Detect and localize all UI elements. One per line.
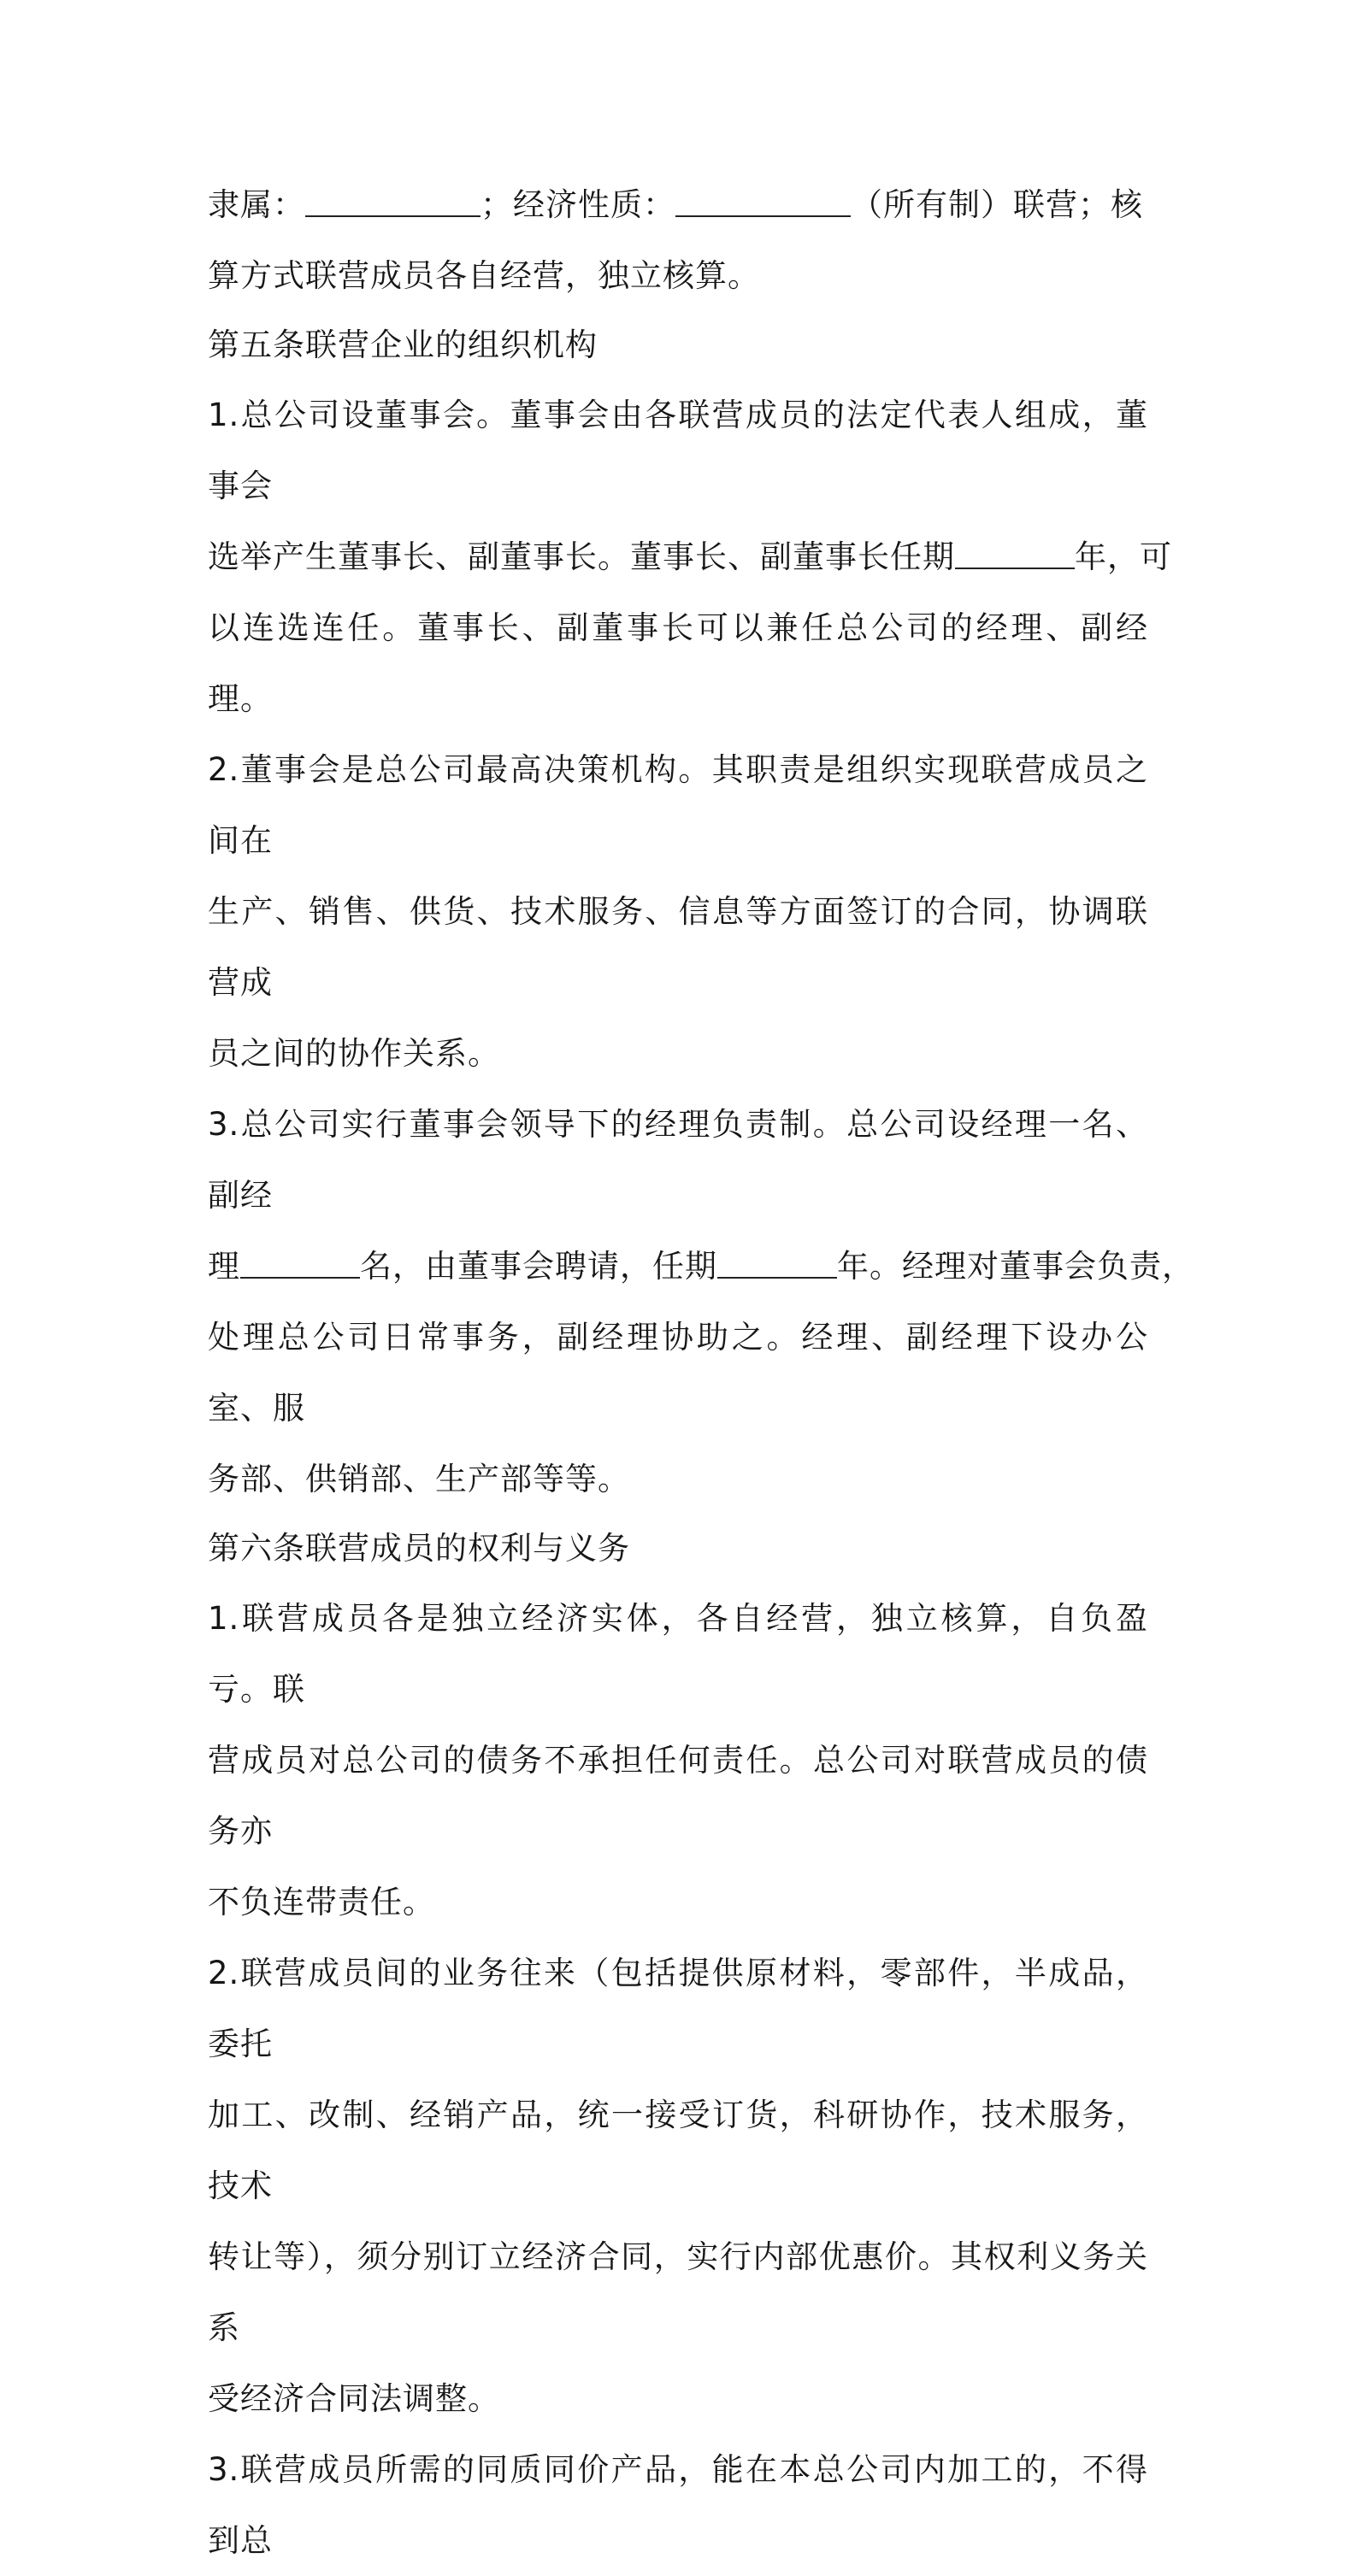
text-line: 3.联营成员所需的同质同价产品，能在本总公司内加工的，不得到总: [208, 2451, 1148, 2559]
text-line: 2.董事会是总公司最高决策机构。其职责是组织实现联营成员之间在: [208, 751, 1148, 859]
paragraph-5-3: [208, 1089, 1194, 1514]
text-line: 生产、销售、供货、技术服务、信息等方面签订的合同，协调联营成: [208, 893, 1148, 1001]
fill-in-blank: [305, 186, 480, 217]
text-line: [208, 1231, 1194, 1302]
article-5-heading: 第五条联营企业的组织机构: [208, 326, 598, 363]
text-line: 3.总公司实行董事会领导下的经理负责制。总公司设经理一名、副经: [208, 1106, 1148, 1214]
text-segment: 名，由董事会聘请，任期: [360, 1248, 717, 1285]
text-line: [208, 169, 1148, 240]
text-line: 1.总公司设董事会。董事会由各联营成员的法定代表人组成，董事会: [208, 397, 1148, 504]
text-segment: （所有制）联营；核: [851, 186, 1143, 223]
text-line: [208, 521, 1172, 592]
paragraph-6-2: [208, 1938, 1148, 2434]
text-line: 算方式联营成员各自经营，独立核算。: [208, 257, 760, 294]
fill-in-blank: [240, 1248, 360, 1279]
text-line: 员之间的协作关系。: [208, 1035, 500, 1072]
text-line: 以连选连任。董事长、副董事长可以兼任总公司的经理、副经理。: [208, 609, 1148, 717]
fill-in-blank: [955, 538, 1075, 569]
fill-in-blank: [717, 1248, 837, 1279]
text-line: 不负连带责任。: [208, 1884, 435, 1920]
fill-in-blank: [675, 186, 851, 217]
document-body: [208, 169, 1194, 2576]
paragraph-6-1: [208, 1583, 1148, 1938]
text-segment: 选举产生董事长、副董事长。董事长、副董事长任期: [208, 538, 955, 575]
text-segment: 年。经理对董事会负责，: [837, 1248, 1194, 1285]
paragraph-5-1: [208, 379, 1172, 734]
paragraph-6-3: [208, 2434, 1148, 2576]
paragraph-5-2: [208, 734, 1148, 1089]
paragraph-affiliation: [208, 169, 1148, 311]
text-line: 加工、改制、经销产品，统一接受订货，科研协作，技术服务，技术: [208, 2097, 1148, 2204]
text-segment: 隶属：: [208, 186, 305, 223]
text-line: 受经济合同法调整。: [208, 2380, 500, 2417]
text-line: 2.联营成员间的业务往来（包括提供原材料，零部件，半成品，委托: [208, 1955, 1148, 2062]
text-segment: 年，可: [1075, 538, 1172, 575]
article-6-heading: 第六条联营成员的权利与义务: [208, 1530, 630, 1567]
text-line: 处理总公司日常事务，副经理协助之。经理、副经理下设办公室、服: [208, 1319, 1148, 1426]
text-line: 务部、供销部、生产部等等。: [208, 1461, 630, 1497]
text-line: 营成员对总公司的债务不承担任何责任。总公司对联营成员的债务亦: [208, 1742, 1148, 1850]
text-line: 1.联营成员各是独立经济实体，各自经营，独立核算，自负盈亏。联: [208, 1600, 1148, 1708]
text-line: 转让等），须分别订立经济合同，实行内部优惠价。其权利义务关系: [208, 2238, 1148, 2346]
text-segment: ；经济性质：: [480, 186, 675, 223]
text-segment: 理: [208, 1248, 240, 1285]
